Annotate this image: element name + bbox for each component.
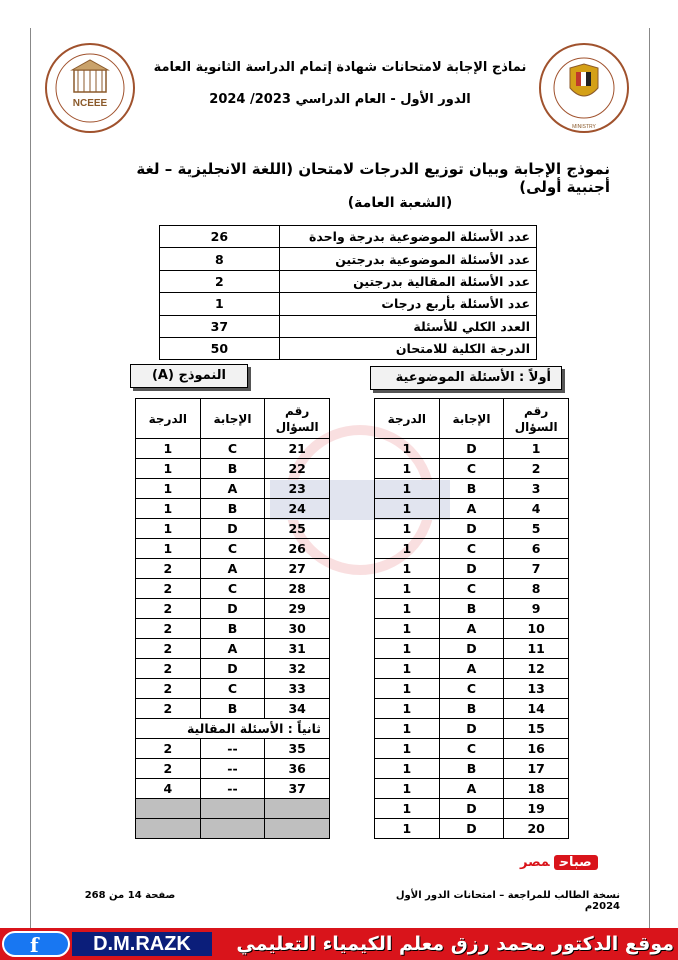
- score-cell: 1: [375, 659, 440, 679]
- essay-section-label: ثانياً : الأسئلة المقالية: [136, 719, 330, 739]
- table-row: [136, 639, 330, 659]
- answer-cell: D: [439, 819, 504, 839]
- table-row: [375, 619, 569, 639]
- question-number: 13: [504, 679, 569, 699]
- score-cell: 1: [136, 519, 201, 539]
- score-cell: 2: [136, 559, 201, 579]
- score-cell: 2: [136, 619, 201, 639]
- score-cell: 1: [375, 579, 440, 599]
- summary-row: [160, 270, 537, 292]
- table-row: [136, 539, 330, 559]
- empty-cell: [200, 799, 265, 819]
- question-number: 18: [504, 779, 569, 799]
- answer-cell: A: [200, 639, 265, 659]
- answers-table-right: [374, 398, 569, 839]
- nceee-logo: [44, 40, 136, 136]
- question-number: 21: [265, 439, 330, 459]
- summary-label: الدرجة الكلية للامتحان: [279, 337, 536, 359]
- table-row: [375, 759, 569, 779]
- page-number: صفحة 14 من 268: [84, 890, 176, 901]
- score-cell: 2: [136, 699, 201, 719]
- table-row: [375, 479, 569, 499]
- score-cell: 1: [375, 559, 440, 579]
- question-number: 25: [265, 519, 330, 539]
- score-cell: 4: [136, 779, 201, 799]
- banner-text: موقع الدكتور محمد رزق معلم الكيمياء التعليمي: [236, 933, 674, 955]
- score-cell: 2: [136, 759, 201, 779]
- table-row: [136, 499, 330, 519]
- answer-cell: C: [439, 579, 504, 599]
- answer-cell: D: [200, 519, 265, 539]
- summary-value: 8: [160, 248, 280, 270]
- summary-label: عدد الأسئلة الموضوعية بدرجة واحدة: [279, 226, 536, 248]
- answer-cell: A: [200, 559, 265, 579]
- empty-cell: [265, 819, 330, 839]
- table-row: [375, 459, 569, 479]
- question-number: 30: [265, 619, 330, 639]
- question-number: 5: [504, 519, 569, 539]
- nceee-logo-text: NCEEE: [72, 98, 108, 109]
- answer-cell: D: [439, 439, 504, 459]
- header-line-1: نماذج الإجابة لامتحانات شهادة إتمام الدراسة الثانوية العامة: [153, 60, 527, 75]
- answer-cell: --: [200, 739, 265, 759]
- table-row: [136, 559, 330, 579]
- summary-label: عدد الأسئلة الموضوعية بدرجتين: [279, 248, 536, 270]
- summary-row: [160, 226, 537, 248]
- question-number: 33: [265, 679, 330, 699]
- model-label: النموذج (A): [130, 364, 248, 388]
- question-number: 10: [504, 619, 569, 639]
- essay-section-row: [136, 719, 330, 739]
- question-number: 9: [504, 599, 569, 619]
- score-cell: 1: [375, 699, 440, 719]
- score-cell: 2: [136, 599, 201, 619]
- table-row: [375, 679, 569, 699]
- empty-row: [136, 819, 330, 839]
- question-number: 22: [265, 459, 330, 479]
- table-row: [136, 619, 330, 639]
- score-cell: 2: [136, 739, 201, 759]
- answer-cell: C: [439, 679, 504, 699]
- question-number: 27: [265, 559, 330, 579]
- table-row: [136, 459, 330, 479]
- table-row: [136, 579, 330, 599]
- question-number: 6: [504, 539, 569, 559]
- question-number: 36: [265, 759, 330, 779]
- page-subtitle: (الشعبة العامة): [347, 195, 453, 211]
- score-cell: 1: [375, 679, 440, 699]
- summary-row: [160, 293, 537, 315]
- answer-cell: D: [439, 639, 504, 659]
- objective-section-label: أولاً : الأسئلة الموضوعية: [370, 366, 562, 390]
- score-cell: 1: [375, 539, 440, 559]
- answer-cell: B: [439, 599, 504, 619]
- score-cell: 2: [136, 579, 201, 599]
- brand-part-2: مصر: [520, 855, 550, 870]
- footer-note: نسخة الطالب للمراجعة – امتحانات الدور الأول 2024م: [395, 890, 620, 912]
- col-header-answer: الإجابة: [200, 399, 265, 439]
- question-number: 3: [504, 479, 569, 499]
- table-row: [136, 519, 330, 539]
- answer-cell: C: [200, 579, 265, 599]
- header-line-2: الدور الأول - العام الدراسي 2023/ 2024: [209, 92, 471, 107]
- empty-cell: [200, 819, 265, 839]
- question-number: 7: [504, 559, 569, 579]
- score-cell: 1: [375, 759, 440, 779]
- table-row: [375, 799, 569, 819]
- question-number: 4: [504, 499, 569, 519]
- empty-cell: [136, 819, 201, 839]
- answer-cell: B: [200, 459, 265, 479]
- answer-cell: C: [200, 539, 265, 559]
- summary-value: 50: [160, 337, 280, 359]
- answer-cell: D: [439, 519, 504, 539]
- summary-label: عدد الأسئلة المقالية بدرجتين: [279, 270, 536, 292]
- score-cell: 2: [136, 639, 201, 659]
- score-cell: 1: [136, 459, 201, 479]
- score-cell: 1: [136, 539, 201, 559]
- summary-value: 1: [160, 293, 280, 315]
- summary-label: العدد الكلي للأسئلة: [279, 315, 536, 337]
- col-header-answer: الإجابة: [439, 399, 504, 439]
- summary-row: [160, 315, 537, 337]
- score-cell: 1: [375, 459, 440, 479]
- empty-cell: [136, 799, 201, 819]
- table-row: [136, 679, 330, 699]
- question-number: 11: [504, 639, 569, 659]
- table-row: [375, 559, 569, 579]
- score-cell: 1: [375, 439, 440, 459]
- table-row: [375, 779, 569, 799]
- answer-cell: B: [439, 759, 504, 779]
- score-cell: 1: [136, 479, 201, 499]
- question-number: 32: [265, 659, 330, 679]
- answer-cell: A: [439, 779, 504, 799]
- table-row: [375, 519, 569, 539]
- table-row: [136, 439, 330, 459]
- score-cell: 1: [375, 479, 440, 499]
- score-cell: 1: [136, 439, 201, 459]
- answer-cell: A: [200, 479, 265, 499]
- table-row: [375, 579, 569, 599]
- banner-brand-name: D.M.RAZK: [72, 932, 212, 956]
- answer-cell: --: [200, 779, 265, 799]
- answer-cell: C: [439, 459, 504, 479]
- answers-table-left: [135, 398, 330, 839]
- page-title: نموذج الإجابة وبيان توزيع الدرجات لامتحان (اللغة الانجليزية – لغة أجنبية أولى): [136, 160, 610, 196]
- score-cell: 2: [136, 659, 201, 679]
- question-number: 19: [504, 799, 569, 819]
- facebook-icon[interactable]: [2, 931, 70, 957]
- table-row: [375, 599, 569, 619]
- answer-cell: B: [200, 499, 265, 519]
- question-number: 34: [265, 699, 330, 719]
- question-number: 23: [265, 479, 330, 499]
- table-row: [136, 759, 330, 779]
- question-number: 35: [265, 739, 330, 759]
- question-number: 15: [504, 719, 569, 739]
- score-cell: 1: [136, 499, 201, 519]
- question-number: 1: [504, 439, 569, 459]
- score-cell: 1: [375, 519, 440, 539]
- question-number: 37: [265, 779, 330, 799]
- answer-cell: D: [200, 599, 265, 619]
- table-row: [375, 659, 569, 679]
- answer-cell: C: [200, 439, 265, 459]
- brand-part-1: صباح: [554, 855, 598, 870]
- col-header-question: رقم السؤال: [265, 399, 330, 439]
- question-number: 29: [265, 599, 330, 619]
- score-cell: 1: [375, 639, 440, 659]
- score-cell: 1: [375, 719, 440, 739]
- col-header-score: الدرجة: [136, 399, 201, 439]
- empty-cell: [265, 799, 330, 819]
- answer-cell: C: [439, 739, 504, 759]
- score-cell: 1: [375, 619, 440, 639]
- col-header-score: الدرجة: [375, 399, 440, 439]
- table-row: [375, 819, 569, 839]
- ministry-logo: [538, 42, 630, 134]
- score-cell: 1: [375, 739, 440, 759]
- score-cell: 1: [375, 779, 440, 799]
- question-number: 24: [265, 499, 330, 519]
- score-cell: 1: [375, 499, 440, 519]
- answer-cell: A: [439, 659, 504, 679]
- question-number: 20: [504, 819, 569, 839]
- table-row: [136, 479, 330, 499]
- answer-cell: C: [200, 679, 265, 699]
- answer-cell: A: [439, 499, 504, 519]
- brand-logo: [520, 855, 598, 877]
- facebook-icon-letter: f: [30, 933, 39, 957]
- answer-cell: --: [200, 759, 265, 779]
- table-row: [136, 599, 330, 619]
- score-cell: 1: [375, 799, 440, 819]
- table-row: [375, 719, 569, 739]
- table-row: [136, 659, 330, 679]
- table-row: [375, 639, 569, 659]
- answer-cell: D: [200, 659, 265, 679]
- question-number: 17: [504, 759, 569, 779]
- answer-cell: A: [439, 619, 504, 639]
- summary-value: 26: [160, 226, 280, 248]
- answer-cell: C: [439, 539, 504, 559]
- question-number: 12: [504, 659, 569, 679]
- summary-value: 2: [160, 270, 280, 292]
- answer-cell: D: [439, 559, 504, 579]
- table-row: [375, 539, 569, 559]
- table-row: [375, 739, 569, 759]
- question-number: 8: [504, 579, 569, 599]
- question-number: 28: [265, 579, 330, 599]
- question-number: 26: [265, 539, 330, 559]
- score-cell: 2: [136, 679, 201, 699]
- score-cell: 1: [375, 599, 440, 619]
- answer-cell: B: [200, 699, 265, 719]
- table-row: [136, 699, 330, 719]
- question-number: 2: [504, 459, 569, 479]
- empty-row: [136, 799, 330, 819]
- summary-row: [160, 248, 537, 270]
- table-row: [375, 699, 569, 719]
- table-row: [375, 499, 569, 519]
- answer-cell: B: [200, 619, 265, 639]
- answer-cell: D: [439, 719, 504, 739]
- question-number: 31: [265, 639, 330, 659]
- svg-text:MINISTRY: MINISTRY: [572, 124, 596, 130]
- score-cell: 1: [375, 819, 440, 839]
- summary-value: 37: [160, 315, 280, 337]
- summary-table: [159, 225, 537, 360]
- table-row: [136, 779, 330, 799]
- question-number: 14: [504, 699, 569, 719]
- summary-row: [160, 337, 537, 359]
- table-row: [136, 739, 330, 759]
- col-header-question: رقم السؤال: [504, 399, 569, 439]
- question-number: 16: [504, 739, 569, 759]
- answer-cell: B: [439, 479, 504, 499]
- answer-cell: B: [439, 699, 504, 719]
- summary-label: عدد الأسئلة بأربع درجات: [279, 293, 536, 315]
- table-row: [375, 439, 569, 459]
- answer-cell: D: [439, 799, 504, 819]
